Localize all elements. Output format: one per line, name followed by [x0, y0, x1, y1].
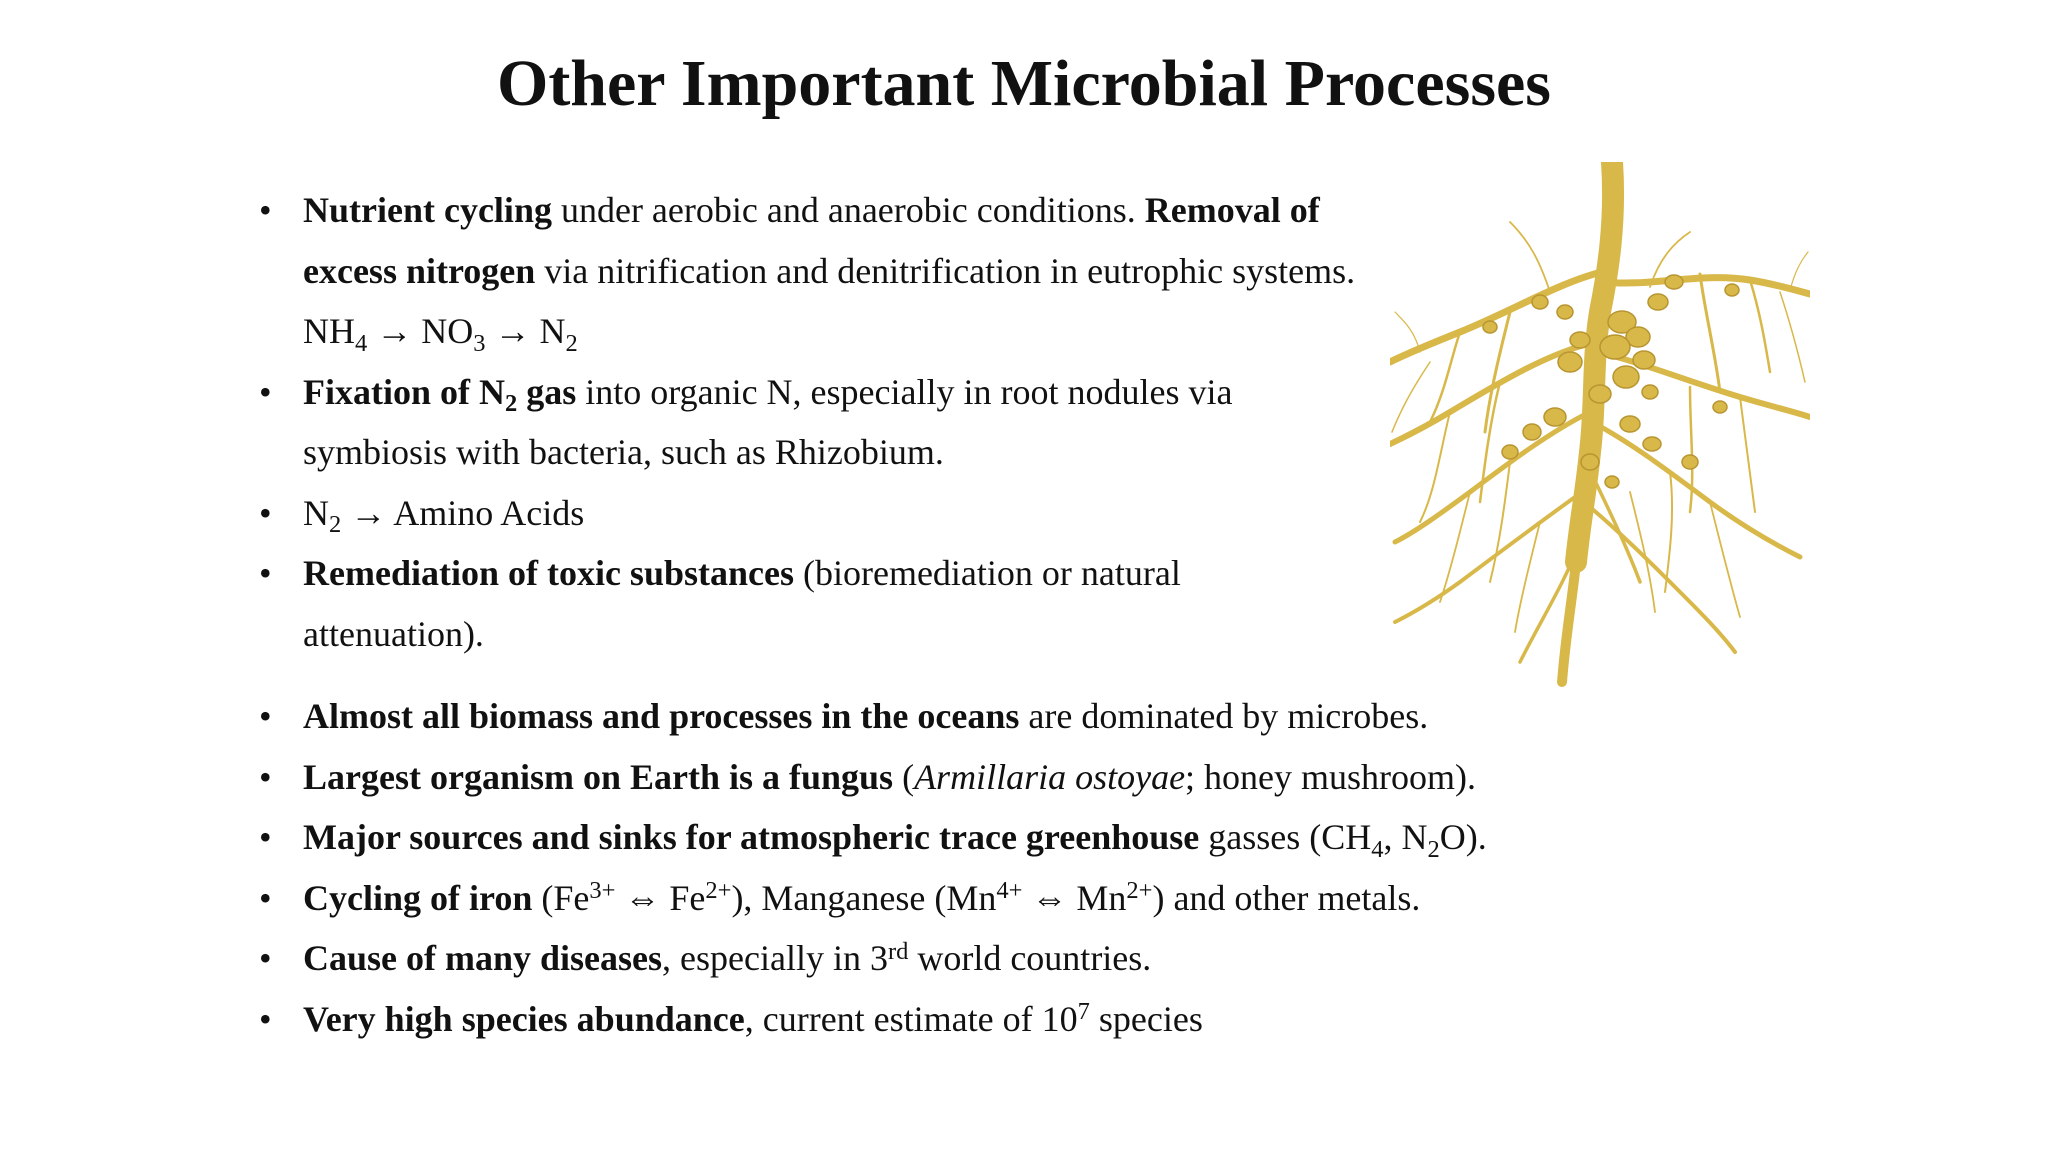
- bullet-icon: •: [259, 696, 272, 736]
- superscript: 2+: [705, 877, 732, 905]
- subscript: 2: [1427, 835, 1440, 863]
- body-text: into organic N, especially in root nodules via symbiosis with bacteria, such as Rhizobium.: [303, 371, 1233, 472]
- italic-text: Armillaria ostoyae: [914, 756, 1186, 797]
- body-text: (Fe: [532, 877, 590, 918]
- body-text: ) and other metals.: [1152, 877, 1421, 918]
- body-text: gasses (CH: [1199, 817, 1372, 857]
- list-item-diseases: [255, 928, 1655, 989]
- body-text: Fe: [669, 877, 706, 918]
- body-text: world countries.: [908, 938, 1152, 978]
- body-text: ; honey mushroom).: [1185, 756, 1477, 797]
- double-arrow-icon: ⇔: [1031, 877, 1068, 918]
- bold-text: Major sources and sinks for atmospheric trace greenhouse: [303, 817, 1200, 857]
- body-text: , current estimate of 10: [744, 998, 1078, 1039]
- body-text: ), Manganese (Mn: [731, 877, 997, 918]
- arrow-icon: →: [376, 311, 413, 351]
- body-text: (: [893, 756, 915, 797]
- slide-title: Other Important Microbial Processes: [496, 47, 1551, 120]
- bold-text: Removal of excess nitrogen: [303, 190, 1320, 291]
- list-item-species-abundance: [255, 989, 1655, 1050]
- body-text: species: [1089, 998, 1203, 1039]
- list-item-amino-acids: [255, 483, 1365, 544]
- superscript: 2+: [1126, 877, 1153, 905]
- bullet-icon: •: [259, 756, 272, 797]
- list-item-oceans: [255, 686, 1655, 747]
- body-text: Amino Acids: [393, 492, 585, 533]
- body-text: , N: [1383, 817, 1428, 857]
- subscript: 3: [473, 329, 486, 357]
- body-text: (bioremediation or natural attenuation).: [303, 553, 1181, 654]
- bullet-icon: •: [259, 877, 272, 918]
- list-item-nitrogen-fixation: [255, 362, 1365, 483]
- bullet-icon: •: [259, 190, 272, 230]
- bullet-list-top: [255, 180, 1365, 664]
- arrow-icon: →: [494, 311, 531, 351]
- subscript: 4: [1371, 835, 1384, 863]
- double-arrow-icon: ⇔: [624, 877, 661, 918]
- bullet-icon: •: [259, 938, 272, 978]
- body-text: via nitrification and denitrification in eutrophic systems. NH: [303, 250, 1356, 351]
- bullet-icon: •: [259, 553, 272, 593]
- bold-text: Cycling of iron: [303, 877, 533, 918]
- bold-text: Largest organism on Earth is a fungus: [303, 756, 894, 797]
- bold-text: Very high species abundance: [303, 998, 745, 1039]
- bold-text: Cause of many diseases: [303, 938, 663, 978]
- list-item-fungus: [255, 747, 1655, 808]
- bullet-list-bottom: [255, 686, 1655, 1049]
- list-item-iron-cycling: [255, 868, 1655, 929]
- list-item-greenhouse: [255, 807, 1655, 868]
- body-text: Mn: [1076, 877, 1127, 918]
- subscript: 4: [355, 329, 368, 357]
- body-text: O).: [1439, 817, 1487, 857]
- subscript: 2: [329, 511, 342, 539]
- bold-text: gas: [517, 371, 577, 412]
- bold-text: Fixation of N: [303, 371, 505, 412]
- body-text: are dominated by microbes.: [1019, 696, 1429, 736]
- bold-text: Almost all biomass and processes in the oceans: [303, 696, 1020, 736]
- bold-text: Remediation of toxic substances: [303, 553, 794, 593]
- body-text: , especially in 3: [662, 938, 888, 978]
- arrow-icon: →: [350, 492, 387, 533]
- list-item-remediation: [255, 543, 1365, 664]
- superscript: 4+: [996, 877, 1023, 905]
- superscript: 7: [1077, 998, 1090, 1026]
- bullet-icon: •: [259, 817, 272, 857]
- bullet-icon: •: [259, 371, 272, 412]
- bullet-icon: •: [259, 492, 272, 533]
- list-item-nutrient-cycling: [255, 180, 1365, 362]
- body-text: NO: [421, 311, 474, 351]
- bullet-icon: •: [259, 998, 272, 1039]
- subscript: 2: [565, 329, 578, 357]
- subscript: 2: [505, 390, 518, 418]
- root-nodules-icon: [1390, 162, 1810, 692]
- body-text: under aerobic and anaerobic conditions.: [551, 190, 1145, 230]
- bold-text: Nutrient cycling: [303, 190, 552, 230]
- superscript: 3+: [589, 877, 616, 905]
- superscript: rd: [887, 937, 909, 965]
- body-text: N: [303, 492, 329, 533]
- body-text: N: [539, 311, 566, 351]
